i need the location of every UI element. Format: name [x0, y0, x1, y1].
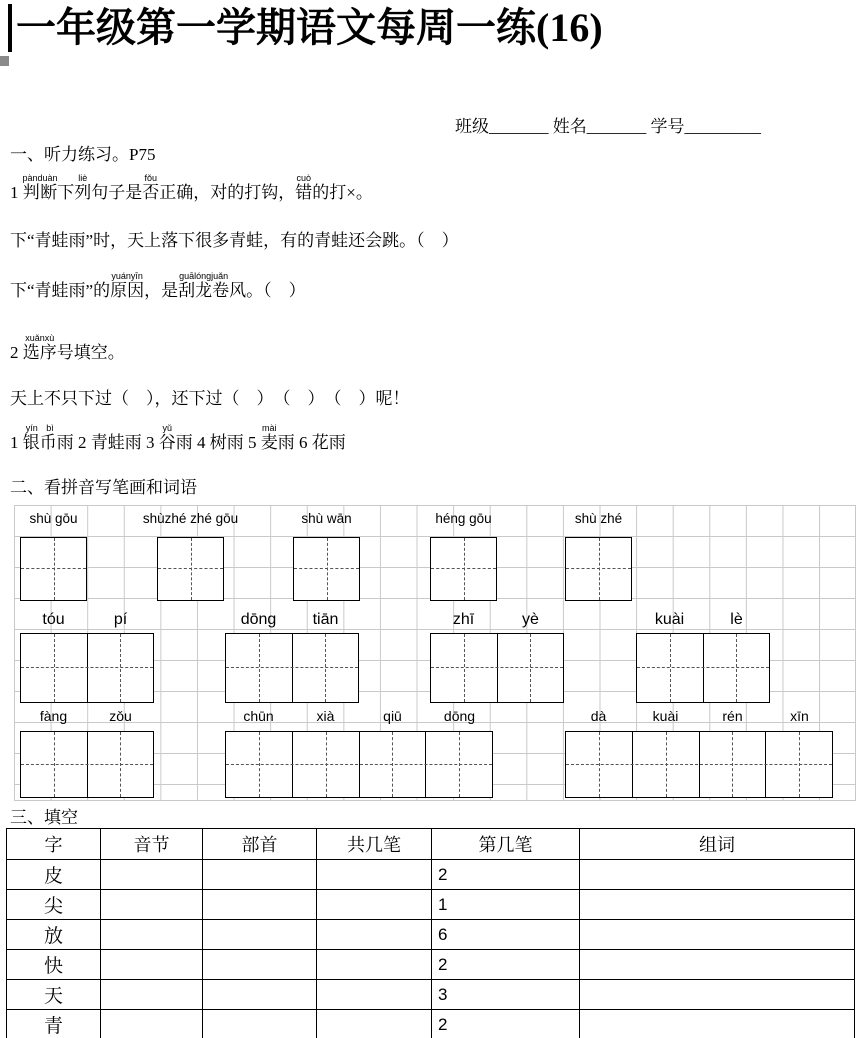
table-row — [7, 1010, 855, 1038]
fill-blank-sentence — [10, 388, 410, 409]
table-cell — [317, 1010, 432, 1038]
writing-box — [565, 537, 632, 601]
writing-square — [360, 732, 427, 797]
pinyin-annotation: mài — [260, 423, 278, 433]
pinyin-label: dōng — [443, 708, 476, 724]
table-header-cell: 组词 — [580, 829, 855, 860]
writing-box — [20, 731, 154, 798]
writing-square — [88, 634, 154, 702]
pinyin-label: tiān — [312, 611, 339, 628]
pinyin-annotated-text: 选序xuǎnxù — [22, 333, 57, 362]
writing-box — [565, 731, 833, 798]
table-row — [7, 890, 855, 920]
pinyin-label: dà — [590, 708, 607, 724]
table-cell — [317, 890, 432, 920]
writing-square — [158, 538, 223, 600]
table-cell — [580, 890, 855, 920]
pinyin-annotated-text: 刮龙卷guālóngjuǎn — [178, 271, 230, 300]
writing-practice-grid — [14, 505, 856, 801]
table-cell: 天 — [7, 980, 101, 1010]
pinyin-label: shù gōu — [29, 511, 78, 526]
table-row — [7, 860, 855, 890]
text-run: 雨 2 青蛙雨 3 — [56, 433, 159, 452]
pinyin-label: pí — [113, 611, 128, 628]
writing-box — [430, 633, 564, 703]
table-header-row — [7, 829, 855, 860]
writing-square — [766, 732, 832, 797]
text-run: 天上不只下过（ ），还下过（ ） （ ） （ ）呢！ — [10, 389, 410, 408]
pinyin-annotation: cuò — [295, 173, 313, 183]
writing-square — [633, 732, 700, 797]
pinyin-label: zǒu — [109, 708, 132, 724]
pinyin-annotated-text: 列liè — [74, 173, 92, 202]
pinyin-label: lè — [730, 611, 743, 628]
table-row — [7, 980, 855, 1010]
text-run: 雨 6 花雨 — [277, 433, 346, 452]
question2-text — [10, 334, 125, 363]
pinyin-label: zhī — [452, 611, 475, 628]
writing-box — [225, 633, 359, 703]
table-cell — [101, 890, 203, 920]
pinyin-label: shù wān — [301, 511, 352, 526]
text-run: 2 — [10, 343, 23, 362]
table-cell: 放 — [7, 920, 101, 950]
pinyin-label: xià — [316, 708, 335, 724]
question1-text — [10, 174, 373, 203]
table-cell — [101, 920, 203, 950]
writing-square — [88, 732, 154, 797]
student-info-fields: 班级_______ 姓名_______ 学号_________ — [455, 117, 761, 136]
writing-box — [20, 633, 154, 703]
page-title: 一年级第一学期语文每周一练(16) — [8, 4, 603, 52]
text-run: 1 — [10, 433, 23, 452]
pinyin-label: dōng — [240, 611, 277, 628]
table-cell: 快 — [7, 950, 101, 980]
pinyin-label: tóu — [42, 611, 65, 628]
table-cell — [203, 980, 317, 1010]
writing-box — [20, 537, 87, 601]
writing-square — [566, 538, 631, 600]
pinyin-label: fàng — [39, 708, 68, 724]
pinyin-annotation: xuǎnxù — [22, 333, 57, 343]
writing-square — [431, 634, 498, 702]
table-cell — [203, 920, 317, 950]
writing-square — [637, 634, 704, 702]
pinyin-annotated-text: 错cuò — [295, 173, 313, 202]
pinyin-label: qiū — [383, 708, 402, 724]
text-run: 句子是 — [91, 183, 143, 202]
character-fill-table — [6, 828, 855, 1038]
table-cell — [317, 920, 432, 950]
table-cell: 2 — [432, 950, 580, 980]
table-cell — [317, 950, 432, 980]
writing-square — [498, 634, 564, 702]
pinyin-annotated-text: 原因yuányīn — [110, 271, 145, 300]
pinyin-annotated-text: 谷yǔ — [158, 423, 176, 452]
table-header-cell: 字 — [7, 829, 101, 860]
pinyin-annotated-text: 否fǒu — [142, 173, 160, 202]
writing-square — [21, 732, 88, 797]
writing-box — [157, 537, 224, 601]
text-run: 下 — [57, 183, 75, 202]
pinyin-label: yè — [522, 611, 539, 628]
pinyin-annotation: yǔ — [158, 423, 176, 433]
writing-square — [21, 634, 88, 702]
table-header-cell: 第几笔 — [432, 829, 580, 860]
pinyin-annotation: pànduàn — [22, 173, 58, 183]
table-cell: 1 — [432, 890, 580, 920]
table-cell: 青 — [7, 1010, 101, 1038]
writing-box — [293, 537, 360, 601]
text-run: 下“青蛙雨”时，天上落下很多青蛙，有的青蛙还会跳。（ ） — [10, 231, 459, 250]
pinyin-annotation: yín bì — [22, 423, 57, 433]
writing-square — [426, 732, 492, 797]
pinyin-label: kuài — [654, 611, 685, 628]
table-header-cell: 音节 — [101, 829, 203, 860]
table-cell — [580, 860, 855, 890]
table-cell — [101, 950, 203, 980]
table-header-cell: 共几笔 — [317, 829, 432, 860]
writing-square — [294, 538, 359, 600]
writing-square — [431, 538, 496, 600]
writing-box — [430, 537, 497, 601]
pinyin-label: kuài — [652, 708, 679, 724]
table-row — [7, 950, 855, 980]
pinyin-annotated-text: 银币yín bì — [22, 423, 57, 452]
pinyin-label: xīn — [790, 708, 809, 724]
table-cell: 皮 — [7, 860, 101, 890]
writing-square — [293, 634, 359, 702]
table-cell — [203, 950, 317, 980]
table-row — [7, 920, 855, 950]
margin-paragraph-mark — [0, 56, 9, 66]
table-cell: 2 — [432, 860, 580, 890]
pinyin-label: héng gōu — [435, 511, 492, 526]
pinyin-annotation: guālóngjuǎn — [178, 271, 230, 281]
text-run: 1 — [10, 183, 23, 202]
pinyin-annotation: liè — [74, 173, 92, 183]
text-run: 的打×。 — [312, 183, 373, 202]
table-cell — [203, 1010, 317, 1038]
text-run: ，是 — [144, 281, 179, 300]
table-cell — [101, 860, 203, 890]
table-cell: 3 — [432, 980, 580, 1010]
table-header-cell: 部首 — [203, 829, 317, 860]
pinyin-label: shù zhé — [574, 511, 623, 526]
section3-heading: 三、填空 — [10, 808, 78, 827]
writing-square — [21, 538, 86, 600]
writing-square — [293, 732, 360, 797]
table-cell — [580, 1010, 855, 1038]
table-cell — [101, 1010, 203, 1038]
table-cell — [203, 890, 317, 920]
statement1-text — [10, 230, 459, 251]
writing-square — [700, 732, 767, 797]
section2-heading: 二、看拼音写笔画和词语 — [10, 478, 197, 497]
writing-square — [226, 634, 293, 702]
writing-box — [636, 633, 770, 703]
table-body — [7, 860, 855, 1038]
statement2-text — [10, 272, 306, 301]
pinyin-annotated-text: 判断pànduàn — [22, 173, 58, 202]
writing-square — [704, 634, 770, 702]
table-cell — [317, 980, 432, 1010]
text-run: 雨 4 树雨 5 — [175, 433, 261, 452]
pinyin-label: chūn — [243, 708, 274, 724]
writing-box — [225, 731, 493, 798]
answer-options-line — [10, 424, 346, 453]
pinyin-annotated-text: 麦mài — [260, 423, 278, 452]
text-run: 正确，对的打钩， — [159, 183, 296, 202]
table-cell — [317, 860, 432, 890]
table-cell — [203, 860, 317, 890]
pinyin-annotation: yuányīn — [110, 271, 145, 281]
table-cell — [580, 950, 855, 980]
table-cell: 尖 — [7, 890, 101, 920]
table-cell: 6 — [432, 920, 580, 950]
table-cell — [580, 920, 855, 950]
table-row — [7, 829, 855, 860]
pinyin-label: shùzhé zhé gōu — [142, 511, 239, 526]
writing-square — [226, 732, 293, 797]
section1-heading: 一、听力练习。P75 — [10, 145, 156, 164]
table-cell: 2 — [432, 1010, 580, 1038]
pinyin-annotation: fǒu — [142, 173, 160, 183]
writing-square — [566, 732, 633, 797]
pinyin-label: rén — [722, 708, 743, 724]
text-run: 号填空。 — [56, 343, 125, 362]
table-cell — [580, 980, 855, 1010]
text-run: 下“青蛙雨”的 — [10, 281, 111, 300]
text-run: 风。（ ） — [229, 281, 306, 300]
table-cell — [101, 980, 203, 1010]
